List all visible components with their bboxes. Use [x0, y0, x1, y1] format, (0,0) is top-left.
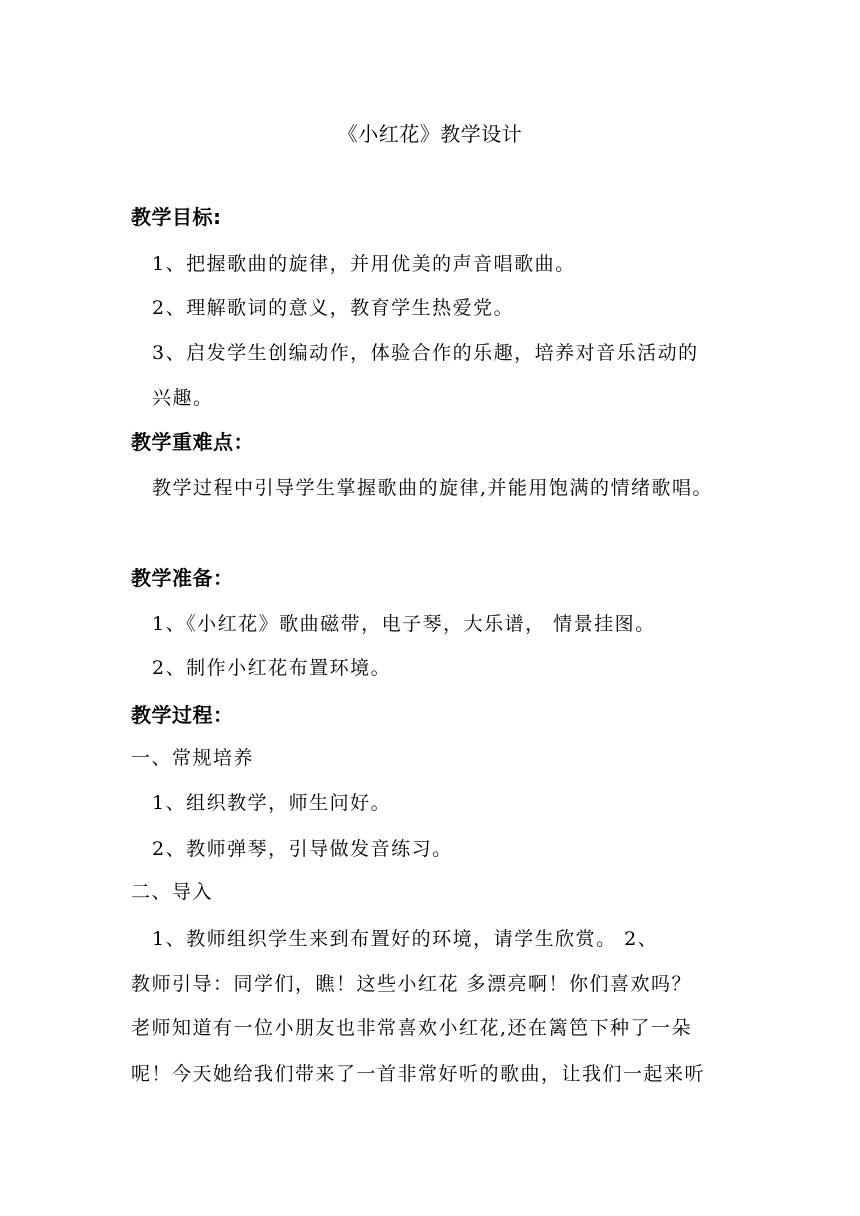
key-points-text: 教学过程中引导学生掌握歌曲的旋律,并能用饱满的情绪歌唱。	[152, 477, 714, 499]
section2-line-4: 呢！今天她给我们带来了一首非常好听的歌曲，让我们一起来听	[131, 1063, 706, 1085]
goals-heading: 教学目标:	[131, 205, 222, 229]
goal-item-1: 1、把握歌曲的旋律，并用优美的声音唱歌曲。	[152, 253, 576, 275]
section2-line-2: 教师引导：同学们，瞧！这些小红花 多漂亮啊！你们喜欢吗？	[131, 973, 693, 995]
goal-item-3-continuation: 兴趣。	[152, 387, 214, 409]
section1-item-2: 2、教师弹琴，引导做发音练习。	[152, 838, 453, 860]
section2-title: 二、导入	[131, 881, 214, 903]
section1-title: 一、常规培养	[131, 747, 255, 769]
section2-line-1: 1、教师组织学生来到布置好的环境，请学生欣赏。 2、	[152, 928, 659, 950]
goal-item-2: 2、理解歌词的意义，教育学生热爱党。	[152, 297, 515, 319]
document-title: 《小红花》教学设计	[337, 122, 523, 146]
section2-line-3: 老师知道有一位小朋友也非常喜欢小红花,还在篱笆下种了一朵	[131, 1017, 693, 1039]
section1-item-1: 1、组织教学，师生问好。	[152, 792, 392, 814]
preparation-item-1: 1、《小红花》歌曲磁带，电子琴，大乐谱， 情景挂图。	[152, 613, 656, 635]
goal-item-3: 3、启发学生创编动作，体验合作的乐趣，培养对音乐活动的	[152, 342, 699, 364]
key-points-heading: 教学重难点：	[131, 430, 254, 454]
process-heading: 教学过程：	[131, 703, 234, 727]
preparation-item-2: 2、制作小红花布置环境。	[152, 657, 392, 679]
preparation-heading: 教学准备：	[131, 566, 234, 590]
